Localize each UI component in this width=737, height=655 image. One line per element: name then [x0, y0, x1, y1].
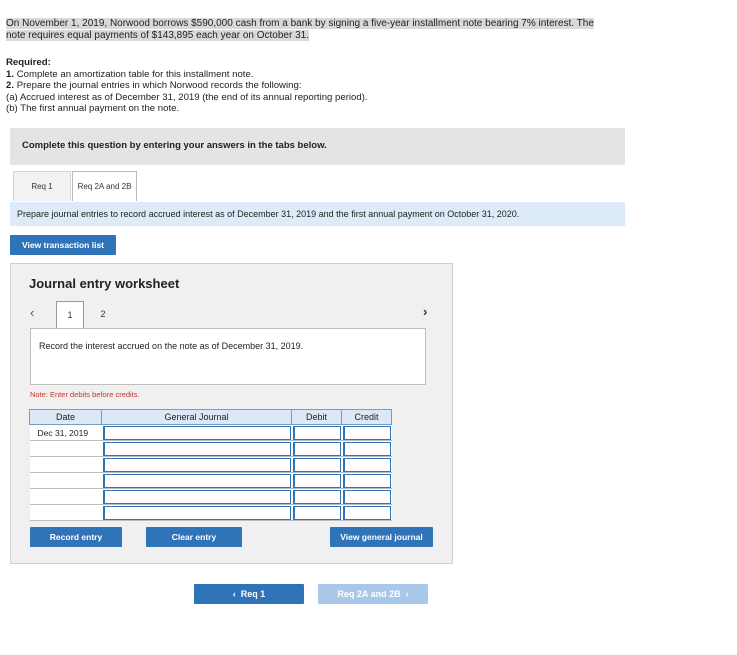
view-transaction-list-button[interactable]: View transaction list: [10, 235, 116, 255]
account-input[interactable]: [103, 458, 291, 472]
prev-req-label: Req 1: [240, 589, 266, 599]
table-row: [30, 505, 392, 521]
account-input[interactable]: [103, 474, 291, 488]
col-header-debit: Debit: [292, 410, 342, 425]
debit-input[interactable]: [293, 426, 341, 440]
debit-input[interactable]: [293, 442, 341, 456]
item2-number: 2.: [6, 80, 15, 92]
table-row: [30, 457, 392, 473]
item2b-text: (b) The first annual payment on the note.: [6, 103, 180, 115]
account-input[interactable]: [103, 490, 291, 504]
table-row: [30, 473, 392, 489]
credit-input[interactable]: [343, 474, 391, 488]
account-input[interactable]: [103, 426, 291, 440]
tab-req-1[interactable]: [13, 171, 71, 201]
next-page-icon[interactable]: ›: [423, 304, 428, 319]
table-row: [30, 425, 392, 441]
worksheet-title: Journal entry worksheet: [29, 276, 180, 291]
date-cell: [30, 505, 102, 521]
item1-text: Complete an amortization table for this installment note.: [16, 68, 254, 80]
debit-credit-note: Note: Enter debits before credits.: [30, 390, 140, 399]
chevron-right-icon: ›: [405, 589, 409, 599]
item1-number: 1.: [6, 68, 15, 80]
col-header-date: Date: [30, 410, 102, 425]
date-cell: [30, 473, 102, 489]
credit-input[interactable]: [343, 490, 391, 504]
tab-req-2a-2b-label: Req 2A and 2B: [77, 182, 132, 191]
record-description-box: [30, 328, 426, 385]
date-cell: Dec 31, 2019: [30, 425, 102, 441]
date-cell: [30, 441, 102, 457]
page-2-button[interactable]: 2: [100, 309, 106, 319]
banner-text: Complete this question by entering your answers in the tabs below.: [22, 140, 327, 151]
prev-req-button[interactable]: [194, 584, 304, 604]
credit-input[interactable]: [343, 506, 391, 520]
page-1-button[interactable]: 1: [56, 301, 84, 329]
instruction-text: Prepare journal entries to record accrued interest as of December 31, 2019 and the first annual payment on October 31, 2020.: [17, 209, 520, 219]
debit-input[interactable]: [293, 506, 341, 520]
col-header-credit: Credit: [342, 410, 392, 425]
tab-req-1-label: Req 1: [31, 182, 53, 191]
journal-header-row: [30, 410, 392, 425]
required-section: [6, 57, 626, 115]
journal-table: [29, 409, 392, 521]
record-description-text: Record the interest accrued on the note as of December 31, 2019.: [39, 341, 304, 351]
required-heading: Required:: [6, 57, 51, 68]
view-general-journal-button[interactable]: View general journal: [330, 527, 433, 547]
next-req-label: Req 2A and 2B: [337, 589, 401, 599]
item2-text: Prepare the journal entries in which Norwood records the following:: [16, 80, 302, 92]
debit-input[interactable]: [293, 490, 341, 504]
account-input[interactable]: [103, 442, 291, 456]
intro-line-2: note requires equal payments of $143,895 each year on October 31.: [6, 30, 309, 41]
credit-input[interactable]: [343, 442, 391, 456]
credit-input[interactable]: [343, 426, 391, 440]
question-banner: [10, 128, 625, 165]
table-row: [30, 441, 392, 457]
col-header-general-journal: General Journal: [102, 410, 292, 425]
instruction-strip: [10, 202, 625, 226]
prev-page-icon[interactable]: ‹: [30, 305, 35, 320]
journal-entry-worksheet: [10, 263, 453, 564]
account-input[interactable]: [103, 506, 291, 520]
date-cell: [30, 457, 102, 473]
debit-input[interactable]: [293, 458, 341, 472]
credit-input[interactable]: [343, 458, 391, 472]
intro-line-1: On November 1, 2019, Norwood borrows $590,000 cash from a bank by signing a five-year installment note bearing 7% interest. The: [6, 18, 594, 29]
date-cell: [30, 489, 102, 505]
debit-input[interactable]: [293, 474, 341, 488]
problem-intro: [6, 18, 626, 42]
clear-entry-button[interactable]: Clear entry: [146, 527, 242, 547]
chevron-left-icon: ‹: [232, 589, 236, 599]
record-entry-button[interactable]: Record entry: [30, 527, 122, 547]
table-row: [30, 489, 392, 505]
item2a-text: (a) Accrued interest as of December 31, 2019 (the end of its annual reporting period).: [6, 91, 368, 103]
tab-req-2a-2b[interactable]: [72, 171, 137, 201]
next-req-button[interactable]: [318, 584, 428, 604]
